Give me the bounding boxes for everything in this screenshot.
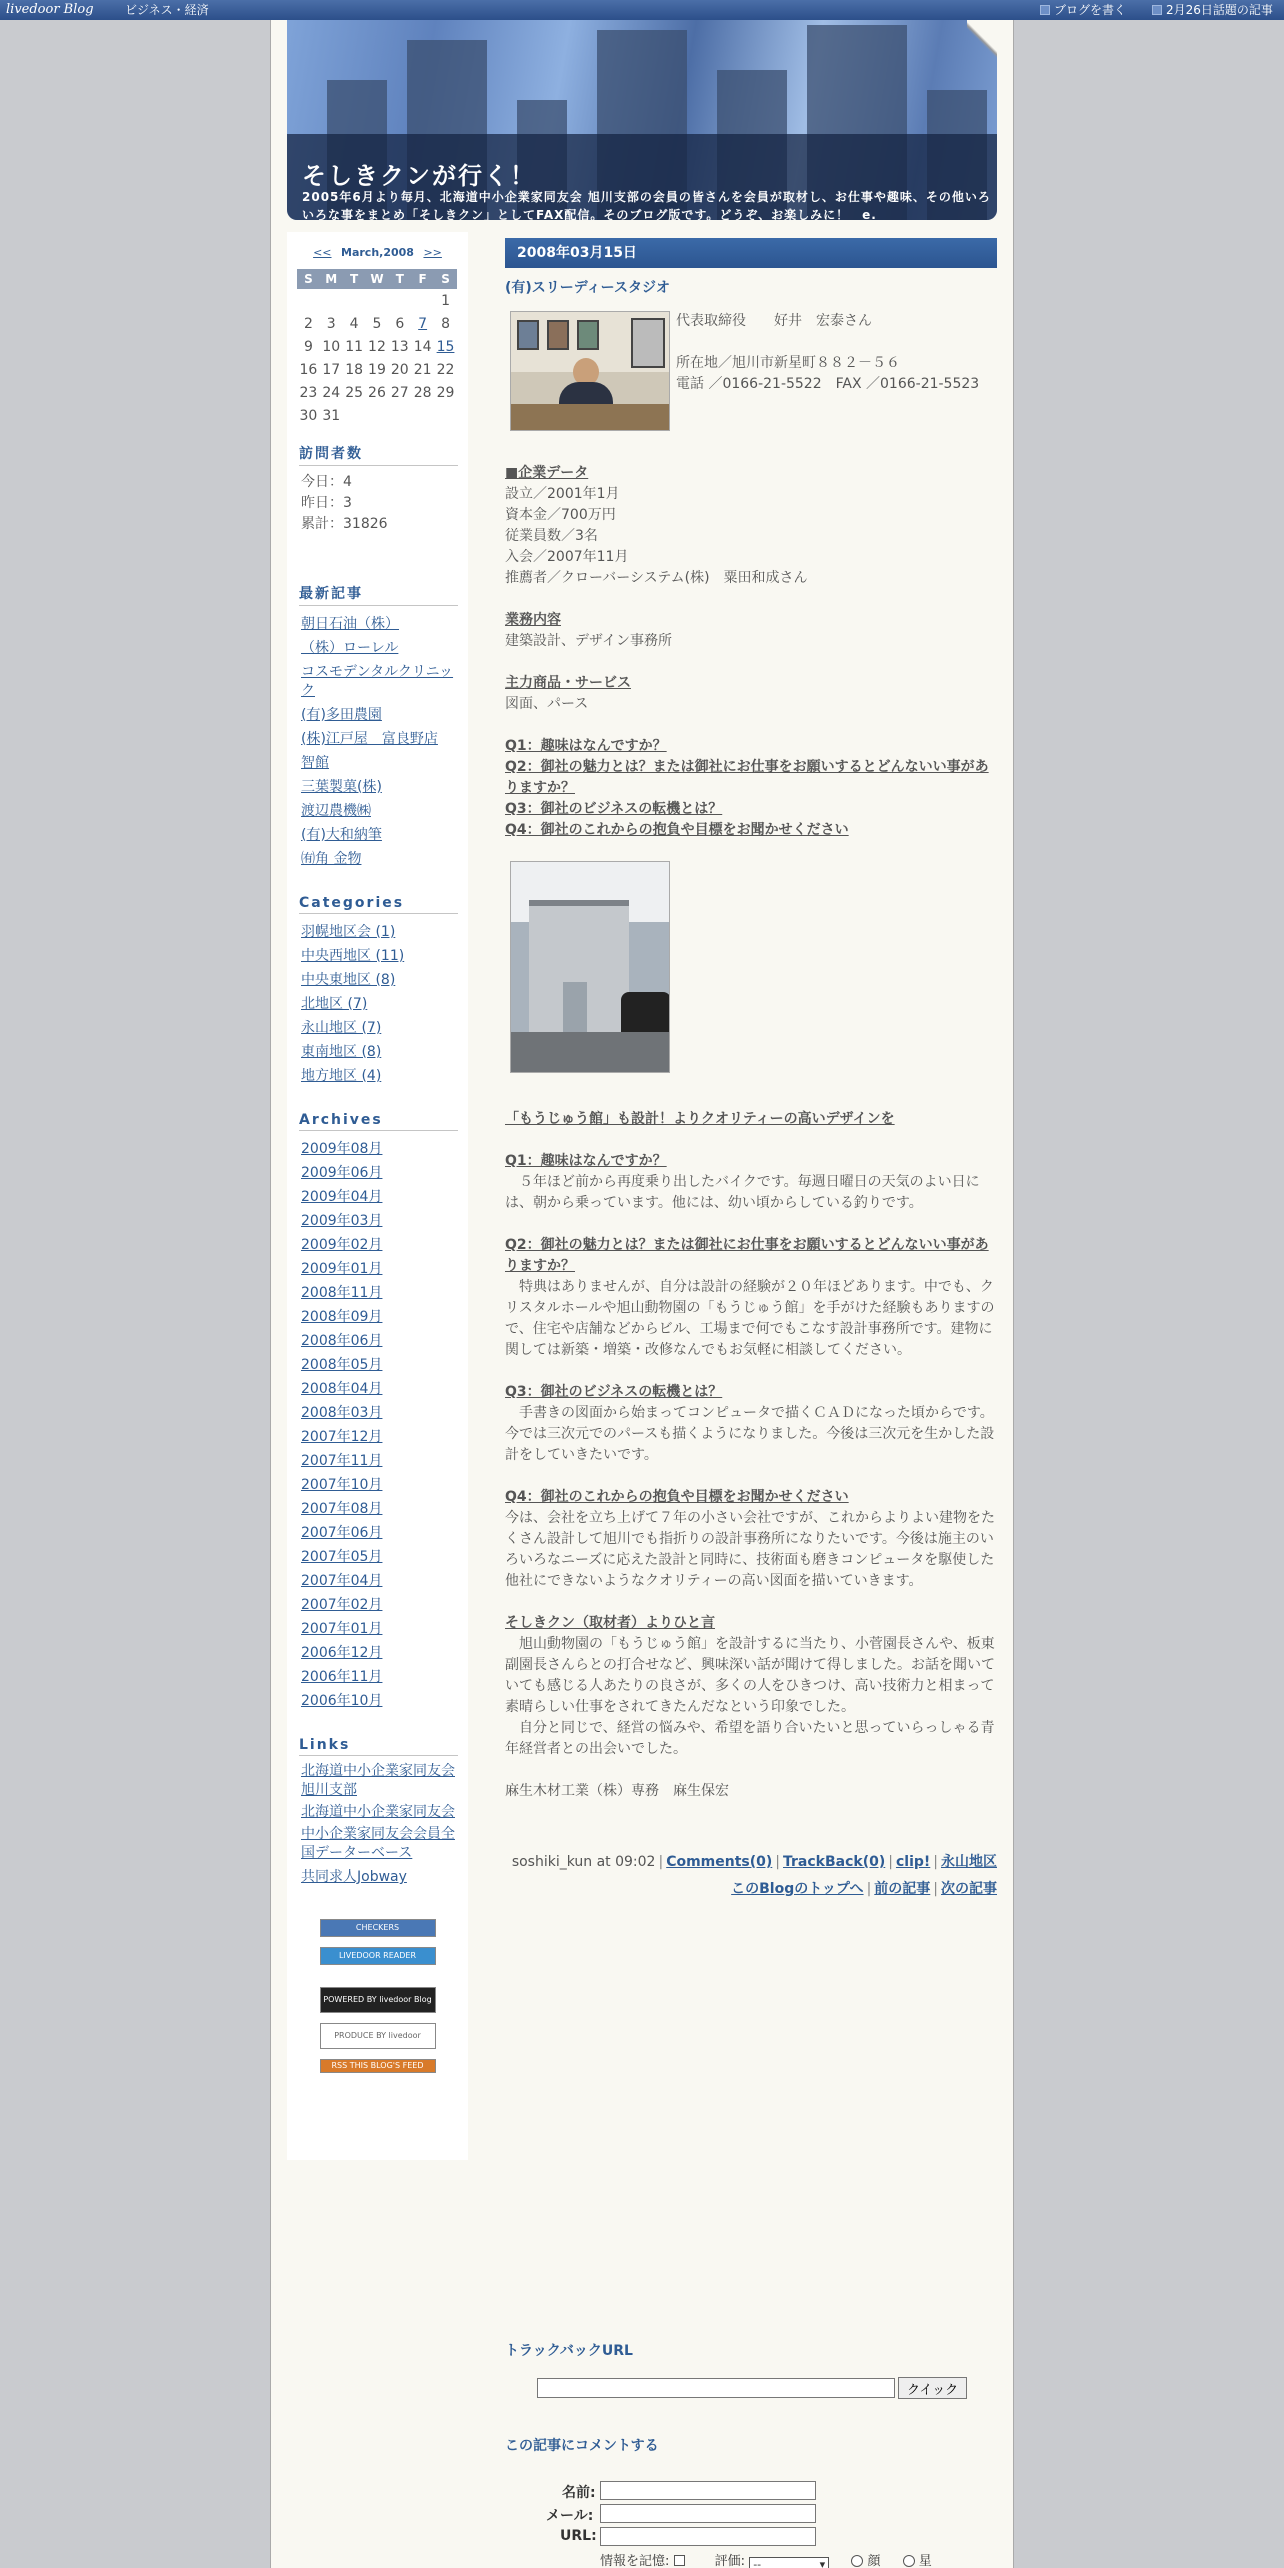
category-link[interactable]: 永山地区 (7): [301, 1020, 382, 1036]
calendar-month: March,2008: [341, 246, 414, 259]
recent-article-link-item: [301, 703, 458, 727]
trackback-url-field[interactable]: [537, 2378, 895, 2398]
category-link-item: [301, 944, 458, 968]
calendar-day: 8: [441, 315, 450, 332]
archive-link-item: [301, 1665, 458, 1689]
archive-link[interactable]: 2008年11月: [301, 1285, 383, 1301]
external-link[interactable]: 北海道中小企業家同友会旭川支部: [301, 1763, 455, 1798]
calendar-day: 14: [413, 338, 432, 355]
calendar-day: 17: [322, 361, 341, 378]
archive-link[interactable]: 2007年08月: [301, 1501, 383, 1517]
company-data-line: 従業員数／3名: [505, 528, 598, 544]
archive-link-item: [301, 1257, 458, 1281]
calendar-day: 16: [299, 361, 318, 378]
sidebar: [287, 232, 468, 2160]
archive-link[interactable]: 2007年11月: [301, 1453, 383, 1469]
reporter-text-1: 旭山動物園の「もうじゅう館」を設計するに当たり、小菅園長さんや、板東副園長さんらとの打合せなど、興味深い話が聞けて得しました。お話を聞いていても感じる人あたりの良さが、多くの人をひきつけ、高い技術力と相まって素晴らしい仕事をされてきたんだなという印象でした。: [505, 1636, 995, 1715]
calendar-day: 27: [390, 384, 409, 401]
recent-article-link-item: [301, 799, 458, 823]
rating-label: 評価:: [714, 2554, 746, 2568]
livedoor-logo[interactable]: livedoor Blog: [6, 2, 94, 17]
archive-link-item: [301, 1593, 458, 1617]
reporter-text-2: 自分と同じで、経営の悩みや、希望を語り合いたいと思っていらっしゃる青年経営者との出会いでした。: [505, 1720, 995, 1757]
recent-heading: 最新記事: [299, 583, 458, 606]
recent-article-link-item: [301, 751, 458, 775]
external-link-item: [301, 1865, 458, 1889]
calendar-day: 31: [322, 407, 341, 424]
calendar-day: 13: [390, 338, 409, 355]
links-list: [301, 1762, 458, 1889]
page-curl: [967, 20, 997, 60]
post-date: 2008年03月15日: [505, 238, 997, 268]
calendar-empty: [343, 404, 366, 427]
visitors-yesterday: 昨日：3: [301, 495, 352, 511]
links-heading: Links: [299, 1737, 458, 1756]
signature: 麻生木材工業（株）専務 麻生保宏: [505, 1783, 729, 1799]
post-nav: このBlogのトップへ | 前の記事 | 次の記事: [731, 1881, 997, 1897]
trackback-heading: トラックバックURL: [505, 2343, 633, 2359]
archive-link[interactable]: 2006年11月: [301, 1669, 383, 1685]
top-bar: [0, 0, 1284, 20]
calendar-day: 11: [345, 338, 364, 355]
owner-photo[interactable]: [510, 311, 670, 431]
archive-link-item: [301, 1641, 458, 1665]
calendar-day: 10: [322, 338, 341, 355]
a2-text: 特典はありませんが、自分は設計の経験が２０年ほどあります。中でも、クリスタルホールや旭山動物園の「もうじゅう館」を手がけた経験もありますので、住宅や店舗などからビル、工場まで何でもこなす設計事務所です。建物に関しては新築・増築・改修なんでもお気軽に相談してください。: [505, 1279, 995, 1358]
calendar-day[interactable]: [411, 312, 434, 335]
recent-article-link[interactable]: (株)江戸屋 富良野店: [301, 731, 438, 747]
calendar-day[interactable]: [434, 335, 457, 358]
calendar-day: 29: [436, 384, 455, 401]
name-label: 名前:: [562, 2485, 596, 2501]
recent-article-link-item: [301, 823, 458, 847]
archive-link[interactable]: 2009年04月: [301, 1189, 383, 1205]
visitor-counts: [301, 472, 458, 535]
archive-link[interactable]: 2006年10月: [301, 1693, 383, 1709]
archive-link[interactable]: 2006年12月: [301, 1645, 383, 1661]
post-title[interactable]: (有)スリーディースタジオ: [505, 280, 670, 296]
calendar-day: 23: [299, 384, 318, 401]
calendar: [297, 269, 457, 427]
pencil-icon: [1040, 5, 1050, 15]
question-line: Q3：御社のビジネスの転機とは？: [505, 801, 723, 817]
calendar-empty: [366, 289, 389, 312]
article-icon: [1152, 5, 1162, 15]
url-label: URL:: [560, 2528, 597, 2544]
post-meta: soshiki_kun at 09:02 | Comments(0) | TrackBack(0) | clip! | 永山地区: [511, 1854, 997, 1870]
calendar-day: 20: [390, 361, 409, 378]
categories-list: [301, 920, 458, 1088]
archive-link-item: [301, 1233, 458, 1257]
external-link[interactable]: 北海道中小企業家同友会: [301, 1804, 455, 1820]
products-text: 図面、パース: [505, 696, 589, 712]
write-blog-link[interactable]: ブログを書く: [1040, 0, 1126, 20]
archive-link-item: [301, 1449, 458, 1473]
category-link[interactable]: 中央西地区 (11): [301, 948, 405, 964]
calendar-day: 24: [322, 384, 341, 401]
category-link[interactable]: 羽幌地区会 (1): [301, 924, 396, 940]
company-data-line: 資本金／700万円: [505, 507, 616, 523]
calendar-day-link[interactable]: 7: [418, 315, 428, 332]
calendar-day: 26: [368, 384, 386, 401]
calendar-day: 18: [345, 361, 364, 378]
checkers-badge[interactable]: CHECKERS: [320, 1919, 436, 1937]
calendar-day: 1: [441, 292, 450, 309]
archive-link[interactable]: 2009年08月: [301, 1141, 383, 1157]
archive-link-item: [301, 1353, 458, 1377]
question-line: Q2：御社の魅力とは？または御社にお仕事をお願いするとどんないい事がありますか？: [505, 759, 989, 796]
recent-article-link[interactable]: 智館: [301, 755, 329, 771]
calendar-next-link[interactable]: >>: [423, 246, 442, 259]
weekday-header: S: [434, 269, 457, 289]
calendar-empty: [343, 289, 366, 312]
archive-link-item: [301, 1377, 458, 1401]
calendar-empty: [366, 404, 389, 427]
rating-select[interactable]: -- ▾: [749, 2557, 829, 2568]
prev-post-link[interactable]: 前の記事: [874, 1881, 931, 1897]
calendar-day: 3: [326, 315, 336, 332]
category-link[interactable]: 東南地区 (8): [301, 1044, 382, 1060]
archive-link[interactable]: 2008年05月: [301, 1357, 383, 1373]
weekday-header: M: [320, 269, 343, 289]
recent-article-link-item: [301, 612, 458, 636]
name-field[interactable]: [600, 2481, 816, 2500]
calendar-prev-link[interactable]: <<: [313, 246, 332, 259]
weekday-header: F: [411, 269, 434, 289]
q1-heading: Q1：趣味はなんですか？: [505, 1153, 667, 1169]
blog-title[interactable]: そしきクンが行く！: [302, 162, 536, 190]
archive-link[interactable]: 2007年04月: [301, 1573, 383, 1589]
archive-link-item: [301, 1305, 458, 1329]
hot-articles-link[interactable]: 2月26日話題の記事: [1152, 0, 1273, 20]
company-data-line: 入会／2007年11月: [505, 549, 629, 565]
trackback-link[interactable]: TrackBack(0): [783, 1854, 886, 1870]
archive-link[interactable]: 2007年10月: [301, 1477, 383, 1493]
weekday-header: W: [366, 269, 389, 289]
radio-face[interactable]: [851, 2555, 863, 2567]
category-link[interactable]: 地方地区 (4): [301, 1068, 382, 1084]
category-link-item: [301, 1016, 458, 1040]
calendar-empty: [297, 289, 320, 312]
categories-heading: Categories: [299, 895, 458, 914]
weekday-header: T: [388, 269, 411, 289]
category-link[interactable]: 北地区 (7): [301, 996, 368, 1012]
calendar-day: 30: [299, 407, 318, 424]
archive-link-item: [301, 1401, 458, 1425]
comment-heading: この記事にコメントする: [505, 2438, 659, 2454]
chevron-down-icon: ▾: [819, 2558, 826, 2568]
weekday-header: T: [343, 269, 366, 289]
blog-top-link[interactable]: このBlogのトップへ: [731, 1881, 864, 1897]
products-heading: 主力商品・サービス: [505, 675, 631, 691]
calendar-day: 25: [345, 384, 364, 401]
calendar-empty: [434, 404, 457, 427]
post-author: soshiki_kun at 09:02: [511, 1854, 656, 1870]
weekday-header: S: [297, 269, 320, 289]
recent-article-link-item: [301, 663, 458, 701]
calendar-day: 21: [413, 361, 432, 378]
calendar-day: 19: [368, 361, 386, 378]
external-link-item: [301, 1825, 458, 1863]
category-link-item: [301, 968, 458, 992]
archives-list: [301, 1137, 458, 1713]
powered-badge[interactable]: POWERED BY livedoor Blog: [320, 1987, 436, 2013]
archive-link[interactable]: 2007年06月: [301, 1525, 383, 1541]
calendar-nav: [287, 246, 468, 259]
calendar-day: 9: [303, 338, 313, 355]
questions-list: [505, 736, 997, 841]
a4-text: 今は、会社を立ち上げて７年の小さい会社ですが、これからよりよい建物をたくさん設計して旭川でも指折りの設計事務所になりたいです。今後は施主のいろいろなニーズに応えた設計と同時に、技術面も磨きコンピュータを駆使した他社にできないようなクオリティーの高い図面を描いていきます。: [505, 1510, 995, 1589]
recent-list: [301, 612, 458, 871]
archive-link-item: [301, 1185, 458, 1209]
q4-heading: Q4：御社のこれからの抱負や目標をお聞かせください: [505, 1489, 849, 1505]
archive-link[interactable]: 2008年09月: [301, 1309, 383, 1325]
owner-phone: 電話 ／0166-21-5522 FAX ／0166-21-5523: [676, 376, 980, 392]
calendar-empty: [411, 289, 434, 312]
recent-article-link-item: [301, 636, 458, 660]
category-meta-link[interactable]: 永山地区: [941, 1854, 997, 1870]
question-line: Q4：御社のこれからの抱負や目標をお聞かせください: [505, 822, 849, 838]
calendar-day: 28: [413, 384, 432, 401]
reader-badge[interactable]: LIVEDOOR READER: [320, 1947, 436, 1965]
blog-header: [287, 20, 997, 220]
visitors-today: 今日：4: [301, 474, 352, 490]
recent-article-link[interactable]: ㈲角 金物: [301, 851, 362, 867]
external-link[interactable]: 中小企業家同友会会員全国データーベース: [301, 1826, 455, 1861]
radio-star[interactable]: [903, 2555, 915, 2567]
category-link-item: [301, 920, 458, 944]
category-link-item: [301, 992, 458, 1016]
remember-checkbox[interactable]: [674, 2555, 685, 2566]
calendar-day: 2: [303, 315, 313, 332]
produce-badge[interactable]: PRODUCE BY livedoor: [320, 2023, 436, 2049]
recent-article-link[interactable]: (有)大和納筆: [301, 827, 382, 843]
calendar-empty: [411, 404, 434, 427]
recent-article-link[interactable]: 三葉製菓(株): [301, 779, 382, 795]
a3-text: 手書きの図面から始まってコンピュータで描くＣＡＤになった頃からです。今では三次元でのパースも描くようになりました。今後は三次元を生かした設計をしていきたいです。: [505, 1405, 995, 1463]
blog-description: 2005年6月より毎月、北海道中小企業家同友会 旭川支部の会員の皆さんを会員が取材し、お仕事や趣味、その他いろいろな事をまとめ「そしきクン」としてFAX配信。そのブログ版です。どうぞ、お楽しみに！ e.: [302, 190, 991, 220]
recent-article-link[interactable]: (有)多田農園: [301, 707, 382, 723]
recent-article-link[interactable]: コスモデンタルクリニック: [301, 664, 454, 699]
archive-link[interactable]: 2009年06月: [301, 1165, 383, 1181]
badges: [287, 1919, 468, 2073]
calendar-empty: [388, 404, 411, 427]
remember-label: 情報を記憶:: [600, 2554, 670, 2568]
archive-link-item: [301, 1473, 458, 1497]
archive-link[interactable]: 2007年01月: [301, 1621, 383, 1637]
visitors-total: 累計：31826: [301, 516, 388, 532]
archive-link-item: [301, 1209, 458, 1233]
business-text: 建築設計、デザイン事務所: [505, 633, 673, 649]
archive-link[interactable]: 2009年03月: [301, 1213, 383, 1229]
archive-link-item: [301, 1329, 458, 1353]
archive-link-item: [301, 1569, 458, 1593]
external-link-item: [301, 1762, 458, 1800]
calendar-day: 12: [368, 338, 386, 355]
owner-info: [676, 311, 979, 431]
recent-article-link-item: [301, 847, 458, 871]
recent-article-link-item: [301, 775, 458, 799]
q2-heading: Q2：御社の魅力とは？または御社にお仕事をお願いするとどんないい事がありますか？: [505, 1237, 989, 1274]
archive-link-item: [301, 1521, 458, 1545]
recent-article-link-item: [301, 727, 458, 751]
rss-badge[interactable]: RSS THIS BLOG'S FEED: [320, 2059, 436, 2073]
category-link[interactable]: ビジネス・経済: [125, 3, 209, 17]
archive-link-item: [301, 1689, 458, 1713]
recent-article-link[interactable]: 渡辺農機㈱: [301, 803, 371, 819]
category-link[interactable]: 中央東地区 (8): [301, 972, 396, 988]
archive-link[interactable]: 2008年04月: [301, 1381, 383, 1397]
building-photo[interactable]: [510, 861, 670, 1073]
company-data: [505, 484, 997, 589]
a1-text: ５年ほど前から再度乗り出したバイクです。毎週日曜日の天気のよい日には、朝から乗っています。他には、幼い頃からしている釣りです。: [505, 1174, 980, 1211]
calendar-day-link[interactable]: 15: [436, 338, 455, 355]
archive-link[interactable]: 2007年12月: [301, 1429, 383, 1445]
business-heading: 業務内容: [505, 612, 561, 628]
archive-link-item: [301, 1137, 458, 1161]
options-row: [600, 2550, 932, 2568]
next-post-link[interactable]: 次の記事: [941, 1881, 997, 1897]
company-heading: ■企業データ: [505, 465, 589, 481]
url-field[interactable]: [600, 2527, 816, 2546]
question-line: Q1：趣味はなんですか？: [505, 738, 667, 754]
archive-link[interactable]: 2007年05月: [301, 1549, 383, 1565]
archive-link-item: [301, 1497, 458, 1521]
main-content: [505, 238, 997, 1900]
radio-face-label: 顔: [867, 2554, 881, 2568]
company-data-line: 設立／2001年1月: [505, 486, 620, 502]
calendar-day: 4: [349, 315, 359, 332]
owner-rep: 代表取締役 好井 宏泰さん: [676, 313, 872, 329]
external-link-item: [301, 1803, 458, 1822]
archive-link[interactable]: 2008年03月: [301, 1405, 383, 1421]
article-headline: 「もうじゅう館」も設計！よりクオリティーの高いデザインを: [505, 1111, 895, 1127]
calendar-day: 22: [436, 361, 455, 378]
archive-link-item: [301, 1545, 458, 1569]
calendar-day: 5: [372, 315, 382, 332]
owner-address: 所在地／旭川市新星町８８２－５６: [676, 355, 900, 371]
external-link[interactable]: 共同求人Jobway: [301, 1869, 407, 1885]
mail-field[interactable]: [600, 2504, 816, 2523]
archive-link-item: [301, 1617, 458, 1641]
archive-link-item: [301, 1281, 458, 1305]
recent-article-link[interactable]: （株）ローレル: [301, 640, 399, 656]
category-link-item: [301, 1064, 458, 1088]
archive-link[interactable]: 2009年02月: [301, 1237, 383, 1253]
comments-link[interactable]: Comments(0): [666, 1854, 773, 1870]
profile-block: [505, 311, 997, 431]
clip-link[interactable]: clip!: [895, 1854, 931, 1870]
quick-button[interactable]: クイック: [898, 2377, 967, 2399]
calendar-empty: [320, 289, 343, 312]
archive-link-item: [301, 1161, 458, 1185]
visitors-heading: 訪問者数: [299, 443, 458, 466]
company-data-line: 推薦者／クローバーシステム(株) 粟田和成さん: [505, 570, 808, 586]
mail-label: メール:: [546, 2508, 594, 2524]
calendar-day: 6: [395, 315, 405, 332]
q3-heading: Q3：御社のビジネスの転機とは？: [505, 1384, 723, 1400]
reporter-heading: そしきクン（取材者）よりひと言: [505, 1615, 715, 1631]
archive-link-item: [301, 1425, 458, 1449]
archive-link[interactable]: 2009年01月: [301, 1261, 383, 1277]
archive-link[interactable]: 2008年06月: [301, 1333, 383, 1349]
recent-article-link[interactable]: 朝日石油（株）: [301, 616, 399, 632]
category-link-item: [301, 1040, 458, 1064]
radio-star-label: 星: [918, 2554, 932, 2568]
archive-link[interactable]: 2007年02月: [301, 1597, 383, 1613]
archives-heading: Archives: [299, 1112, 458, 1131]
calendar-empty: [388, 289, 411, 312]
